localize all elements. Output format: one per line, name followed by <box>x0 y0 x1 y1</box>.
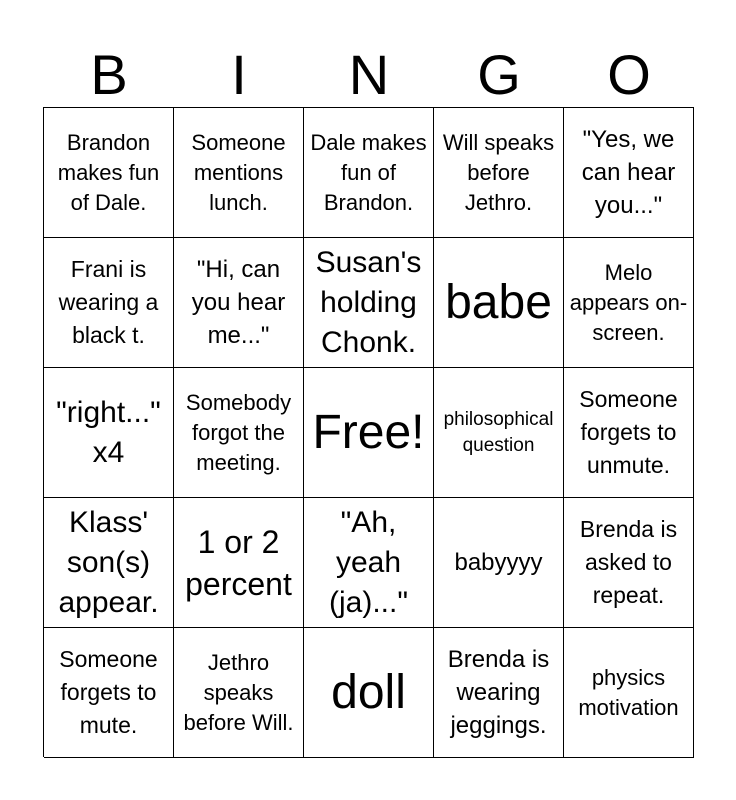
cell-text: "Hi, can you hear me..." <box>191 256 286 349</box>
bingo-cell[interactable] <box>564 108 694 238</box>
cell-text: babyyyy <box>454 549 543 576</box>
cell-text: Brandon makes fun of Dale. <box>57 129 160 215</box>
bingo-cell[interactable] <box>434 108 564 238</box>
bingo-cell[interactable] <box>304 108 434 238</box>
cell-text: Susan's holding Chonk. <box>315 245 422 359</box>
header-letter-o: O <box>607 43 651 106</box>
bingo-cell[interactable] <box>564 498 694 628</box>
bingo-cell[interactable] <box>564 238 694 368</box>
bingo-cell[interactable] <box>564 368 694 498</box>
cell-text: philosophical question <box>443 408 554 456</box>
cell-text: Klass' son(s) appear. <box>58 505 159 619</box>
cell-text: babe <box>445 275 552 329</box>
bingo-cell[interactable] <box>44 368 174 498</box>
bingo-cell[interactable] <box>564 628 694 758</box>
cell-text: Dale makes fun of Brandon. <box>310 129 427 215</box>
header-letter-i: I <box>231 43 247 106</box>
bingo-cell[interactable] <box>174 628 304 758</box>
bingo-cell[interactable] <box>304 238 434 368</box>
bingo-cell[interactable] <box>44 108 174 238</box>
cell-text: Melo appears on-screen. <box>569 259 688 345</box>
bingo-cell[interactable] <box>434 238 564 368</box>
bingo-cell[interactable] <box>434 628 564 758</box>
cell-text: "Ah, yeah (ja)..." <box>329 505 408 619</box>
cell-text: "Yes, we can hear you..." <box>581 126 676 219</box>
cell-text: Someone mentions lunch. <box>191 129 286 215</box>
bingo-cell[interactable] <box>434 498 564 628</box>
cell-text: doll <box>331 665 406 719</box>
bingo-cell[interactable] <box>44 238 174 368</box>
free-space[interactable] <box>304 368 434 498</box>
header-letter-g: G <box>477 43 521 106</box>
cell-text: Someone forgets to mute. <box>59 646 158 738</box>
bingo-cell[interactable] <box>174 108 304 238</box>
cell-text: Jethro speaks before Will. <box>183 649 294 735</box>
cell-text: Will speaks before Jethro. <box>442 129 555 215</box>
bingo-cell[interactable] <box>304 498 434 628</box>
bingo-cell[interactable] <box>174 368 304 498</box>
bingo-cell[interactable] <box>174 498 304 628</box>
cell-text: physics motivation <box>578 664 679 720</box>
cell-text: Free! <box>312 405 425 459</box>
bingo-cell[interactable] <box>44 628 174 758</box>
bingo-cell[interactable] <box>174 238 304 368</box>
cell-text: Brenda is asked to repeat. <box>579 516 678 608</box>
cell-text: Somebody forgot the meeting. <box>185 389 292 475</box>
bingo-board <box>43 107 694 757</box>
header-letter-n: N <box>348 43 390 106</box>
bingo-cell[interactable] <box>434 368 564 498</box>
cell-text: 1 or 2 percent <box>185 523 292 602</box>
bingo-cell[interactable] <box>44 498 174 628</box>
bingo-cell[interactable] <box>304 628 434 758</box>
cell-text: Someone forgets to unmute. <box>579 386 678 478</box>
cell-text: "right..." x4 <box>56 395 161 469</box>
bingo-header <box>44 42 694 108</box>
cell-text: Brenda is wearing jeggings. <box>447 646 550 739</box>
cell-text: Frani is wearing a black t. <box>58 256 159 348</box>
header-letter-b: B <box>90 43 128 106</box>
